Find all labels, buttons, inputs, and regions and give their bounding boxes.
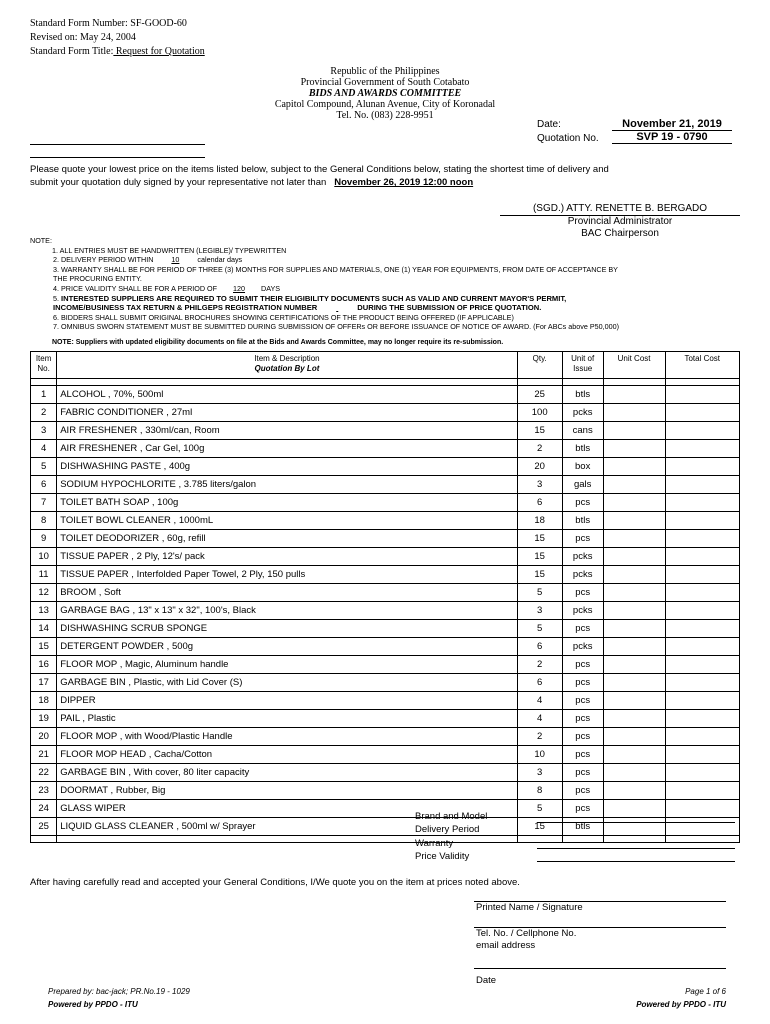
supplier-address-line[interactable] bbox=[30, 157, 205, 158]
form-number: Standard Form Number: SF-GOOD-60 bbox=[30, 18, 187, 29]
table-row bbox=[31, 800, 740, 818]
item-unit: pcs bbox=[562, 530, 603, 548]
item-number: 4 bbox=[31, 440, 57, 458]
item-qty: 3 bbox=[517, 764, 562, 782]
col-qty bbox=[517, 352, 562, 379]
item-description: BROOM , Soft bbox=[57, 584, 517, 602]
prepared-by: Prepared by: bac-jack; PR.No.19 - 1029 bbox=[48, 987, 190, 996]
item-rows bbox=[31, 386, 740, 843]
table-row bbox=[31, 818, 740, 836]
item-unit: pcks bbox=[562, 602, 603, 620]
warranty-label: Warranty bbox=[415, 837, 454, 849]
note-3 bbox=[30, 265, 750, 284]
item-qty: 25 bbox=[517, 386, 562, 404]
item-unit: btls bbox=[562, 440, 603, 458]
item-unit: pcs bbox=[562, 800, 603, 818]
form-title bbox=[30, 45, 205, 59]
item-number: 23 bbox=[31, 782, 57, 800]
table-row bbox=[31, 494, 740, 512]
submission-deadline: November 26, 2019 12:00 noon bbox=[334, 177, 474, 188]
item-unit-cost[interactable] bbox=[603, 548, 665, 566]
signatory-block bbox=[500, 203, 740, 240]
item-unit-cost[interactable] bbox=[603, 746, 665, 764]
item-total-cost[interactable] bbox=[665, 530, 740, 548]
note-4 bbox=[30, 284, 750, 294]
item-description: GARBAGE BIN , Plastic, with Lid Cover (S) bbox=[57, 674, 517, 692]
item-description: SODIUM HYPOCHLORITE , 3.785 liters/galon bbox=[57, 476, 517, 494]
item-unit-cost[interactable] bbox=[603, 512, 665, 530]
item-description: AIR FRESHENER , 330ml/can, Room bbox=[57, 422, 517, 440]
table-row bbox=[31, 530, 740, 548]
table-row bbox=[31, 656, 740, 674]
printed-name-label: Printed Name / Signature bbox=[476, 902, 583, 913]
item-qty: 6 bbox=[517, 674, 562, 692]
col-desc-sub: Quotation By Lot bbox=[254, 364, 320, 373]
note-3-line-2: THE PROCURING ENTITY. bbox=[53, 274, 142, 284]
brand-label: Brand and Model bbox=[415, 811, 488, 822]
item-number: 11 bbox=[31, 566, 57, 584]
item-number: 12 bbox=[31, 584, 57, 602]
signatory-title-2: BAC Chairperson bbox=[581, 228, 659, 239]
col-description bbox=[57, 352, 517, 379]
table-row bbox=[31, 422, 740, 440]
item-number: 19 bbox=[31, 710, 57, 728]
item-unit-cost[interactable] bbox=[603, 476, 665, 494]
item-number: 9 bbox=[31, 530, 57, 548]
item-unit-cost[interactable] bbox=[603, 782, 665, 800]
note-7: 7. OMNIBUS SWORN STATEMENT MUST BE SUBMITTED DURING SUBMISSION OF OFFERs OR BEFORE ISSUANCE OF NOTICE OF AWARD. (For ABCs above P50,000) bbox=[53, 322, 620, 332]
item-description: TISSUE PAPER , Interfolded Paper Towel, 2 Ply, 150 pulls bbox=[57, 566, 517, 584]
tel-label: Tel. No. / Cellphone No. bbox=[476, 928, 577, 939]
col-unit-sub: Issue bbox=[573, 364, 593, 373]
item-total-cost[interactable] bbox=[665, 476, 740, 494]
table-row bbox=[31, 746, 740, 764]
col-total-cost-label: Total Cost bbox=[684, 354, 721, 363]
item-description: GARBAGE BIN , With cover, 80 liter capacity bbox=[57, 764, 517, 782]
item-total-cost[interactable] bbox=[665, 566, 740, 584]
item-unit-cost[interactable] bbox=[603, 566, 665, 584]
item-qty: 15 bbox=[517, 548, 562, 566]
col-total-cost bbox=[665, 352, 740, 379]
item-unit: pcs bbox=[562, 656, 603, 674]
item-unit-cost[interactable] bbox=[603, 620, 665, 638]
item-number: 18 bbox=[31, 692, 57, 710]
table-header-row bbox=[31, 352, 740, 379]
table-row bbox=[31, 584, 740, 602]
item-unit: btls bbox=[562, 512, 603, 530]
col-unit-cost bbox=[603, 352, 665, 379]
agency-tel: Tel. No. (083) 228-9951 bbox=[336, 110, 434, 121]
item-unit-cost[interactable] bbox=[603, 584, 665, 602]
table-row bbox=[31, 404, 740, 422]
powered-by-left: Powered by PPDO - ITU bbox=[48, 1000, 138, 1009]
agency-line-2: Provincial Government of South Cotabato bbox=[300, 77, 470, 88]
item-total-cost[interactable] bbox=[665, 728, 740, 746]
validity-field[interactable] bbox=[537, 861, 735, 862]
item-total-cost[interactable] bbox=[665, 440, 740, 458]
item-total-cost[interactable] bbox=[665, 674, 740, 692]
item-description: TISSUE PAPER , 2 Ply, 12's/ pack bbox=[57, 548, 517, 566]
item-number: 2 bbox=[31, 404, 57, 422]
item-number: 5 bbox=[31, 458, 57, 476]
agency-line-1: Republic of the Philippines bbox=[330, 66, 440, 77]
form-title-value: Request for Quotation bbox=[113, 46, 205, 57]
item-unit-cost[interactable] bbox=[603, 764, 665, 782]
table-row bbox=[31, 548, 740, 566]
intro-line-1: Please quote your lowest price on the items listed below, subject to the General Conditions below, stating the shortest time of delivery and bbox=[30, 164, 609, 175]
table-row bbox=[31, 620, 740, 638]
signatory-title-1: Provincial Administrator bbox=[567, 216, 673, 227]
col-qty-label: Qty. bbox=[532, 354, 547, 363]
item-unit: pcs bbox=[562, 674, 603, 692]
note-5 bbox=[30, 294, 750, 313]
note-5-line-2-end: DURING THE SUBMISSION OF PRICE QUOTATION. bbox=[357, 303, 542, 313]
warranty-field[interactable] bbox=[537, 848, 735, 849]
item-number: 16 bbox=[31, 656, 57, 674]
item-description: ALCOHOL , 70%, 500ml bbox=[57, 386, 517, 404]
item-unit: pcs bbox=[562, 494, 603, 512]
item-unit-cost[interactable] bbox=[603, 656, 665, 674]
item-number: 3 bbox=[31, 422, 57, 440]
offer-details bbox=[415, 810, 487, 863]
email-label: email address bbox=[476, 940, 536, 951]
item-qty: 6 bbox=[517, 638, 562, 656]
item-total-cost[interactable] bbox=[665, 386, 740, 404]
table-row bbox=[31, 602, 740, 620]
item-qty: 5 bbox=[517, 800, 562, 818]
intro-line-2-text: submit your quotation duly signed by your representative not later than bbox=[30, 177, 327, 188]
item-total-cost[interactable] bbox=[665, 548, 740, 566]
item-unit: pcs bbox=[562, 746, 603, 764]
item-number: 7 bbox=[31, 494, 57, 512]
quotation-number-label: Quotation No. bbox=[537, 133, 599, 144]
item-qty: 15 bbox=[517, 422, 562, 440]
item-unit-cost[interactable] bbox=[603, 530, 665, 548]
delivery-days: 10 bbox=[171, 255, 180, 265]
item-number: 10 bbox=[31, 548, 57, 566]
item-number: 1 bbox=[31, 386, 57, 404]
item-total-cost[interactable] bbox=[665, 584, 740, 602]
item-total-cost[interactable] bbox=[665, 422, 740, 440]
item-unit: pcs bbox=[562, 710, 603, 728]
note-6: 6. BIDDERS SHALL SUBMIT ORIGINAL BROCHURES SHOWING CERTIFICATIONS OF THE PRODUCT BEING OFFERED (IF APPLICABLE) bbox=[53, 312, 514, 322]
date-sign-label: Date bbox=[476, 975, 497, 986]
item-number: 25 bbox=[31, 818, 57, 836]
note-2-unit: calendar days bbox=[197, 255, 243, 265]
item-number: 8 bbox=[31, 512, 57, 530]
item-description: LIQUID GLASS CLEANER , 500ml w/ Sprayer bbox=[57, 818, 517, 836]
items-table bbox=[30, 351, 740, 843]
item-description: DISHWASHING SCRUB SPONGE bbox=[57, 620, 517, 638]
item-number: 17 bbox=[31, 674, 57, 692]
item-unit: box bbox=[562, 458, 603, 476]
item-qty: 3 bbox=[517, 476, 562, 494]
item-total-cost[interactable] bbox=[665, 620, 740, 638]
item-total-cost[interactable] bbox=[665, 782, 740, 800]
col-item-no-label: No. bbox=[37, 364, 50, 373]
item-unit-cost[interactable] bbox=[603, 404, 665, 422]
col-desc-label: Item & Description bbox=[254, 354, 320, 363]
item-description: DETERGENT POWDER , 500g bbox=[57, 638, 517, 656]
item-qty: 15 bbox=[517, 566, 562, 584]
item-unit: btls bbox=[562, 818, 603, 836]
item-qty: 15 bbox=[517, 530, 562, 548]
note-5-number: 5. bbox=[53, 293, 59, 303]
header-spacer-row bbox=[31, 379, 740, 386]
item-total-cost[interactable] bbox=[665, 512, 740, 530]
item-unit: pcs bbox=[562, 584, 603, 602]
table-row bbox=[31, 782, 740, 800]
item-description: TOILET BATH SOAP , 100g bbox=[57, 494, 517, 512]
item-unit-cost[interactable] bbox=[603, 710, 665, 728]
supplier-name-line[interactable] bbox=[30, 144, 205, 145]
item-total-cost[interactable] bbox=[665, 746, 740, 764]
note-5-line-2: INCOME/BUSINESS TAX RETURN & PHILGEPS REGISTRATION NUMBER bbox=[53, 303, 318, 313]
item-total-cost[interactable] bbox=[665, 710, 740, 728]
item-unit: pcs bbox=[562, 620, 603, 638]
table-row bbox=[31, 728, 740, 746]
item-qty: 20 bbox=[517, 458, 562, 476]
item-qty: 5 bbox=[517, 584, 562, 602]
table-row bbox=[31, 476, 740, 494]
item-unit-cost[interactable] bbox=[603, 800, 665, 818]
item-description: TOILET DEODORIZER , 60g, refill bbox=[57, 530, 517, 548]
table-row bbox=[31, 512, 740, 530]
brand-field[interactable] bbox=[537, 822, 735, 823]
note-1: 1. ALL ENTRIES MUST BE HANDWRITTEN (LEGIBLE)/ TYPEWRITTEN bbox=[52, 245, 287, 255]
date-value: November 21, 2019 bbox=[612, 118, 732, 131]
agency-bac: BIDS AND AWARDS COMMITTEE bbox=[308, 88, 462, 99]
item-number: 20 bbox=[31, 728, 57, 746]
eligibility-note: NOTE: Suppliers with updated eligibility documents on file at the Bids and Awards Committee, may no longer require its re-submission. bbox=[52, 339, 504, 346]
validity-label: Price Validity bbox=[415, 850, 470, 862]
philgeps-blank bbox=[319, 303, 355, 313]
quotation-number-value: SVP 19 - 0790 bbox=[612, 131, 732, 144]
item-unit-cost[interactable] bbox=[603, 692, 665, 710]
item-description: DIPPER bbox=[57, 692, 517, 710]
item-unit-cost[interactable] bbox=[603, 458, 665, 476]
table-end-row bbox=[31, 836, 740, 843]
item-total-cost[interactable] bbox=[665, 638, 740, 656]
agency-header bbox=[0, 66, 770, 121]
table-row bbox=[31, 440, 740, 458]
date-label: Date: bbox=[537, 119, 561, 130]
item-description: GLASS WIPER bbox=[57, 800, 517, 818]
item-number: 22 bbox=[31, 764, 57, 782]
item-number: 21 bbox=[31, 746, 57, 764]
col-unit bbox=[562, 352, 603, 379]
quotation-labels bbox=[537, 118, 599, 146]
item-unit-cost[interactable] bbox=[603, 440, 665, 458]
agency-address: Capitol Compound, Alunan Avenue, City of Koronadal bbox=[274, 99, 496, 110]
item-unit: pcs bbox=[562, 692, 603, 710]
item-qty: 5 bbox=[517, 620, 562, 638]
item-total-cost[interactable] bbox=[665, 656, 740, 674]
item-unit-cost[interactable] bbox=[603, 422, 665, 440]
item-description: FLOOR MOP HEAD , Cacha/Cotton bbox=[57, 746, 517, 764]
intro-line-2 bbox=[30, 176, 750, 189]
item-number: 13 bbox=[31, 602, 57, 620]
item-total-cost[interactable] bbox=[665, 818, 740, 836]
item-number: 14 bbox=[31, 620, 57, 638]
item-unit: pcks bbox=[562, 566, 603, 584]
item-description: DOORMAT , Rubber, Big bbox=[57, 782, 517, 800]
item-qty: 6 bbox=[517, 494, 562, 512]
item-unit-cost[interactable] bbox=[603, 494, 665, 512]
item-description: FLOOR MOP , Magic, Aluminum handle bbox=[57, 656, 517, 674]
item-unit-cost[interactable] bbox=[603, 638, 665, 656]
item-qty: 4 bbox=[517, 710, 562, 728]
item-description: PAIL , Plastic bbox=[57, 710, 517, 728]
item-description: TOILET BOWL CLEANER , 1000mL bbox=[57, 512, 517, 530]
item-unit: pcks bbox=[562, 548, 603, 566]
note-4-unit: DAYS bbox=[261, 283, 281, 293]
signatory-name: (SGD.) ATTY. RENETTE B. BERGADO bbox=[500, 203, 740, 216]
quotation-values bbox=[612, 118, 732, 144]
table-row bbox=[31, 710, 740, 728]
form-revised: Revised on: May 24, 2004 bbox=[30, 32, 136, 43]
note-2 bbox=[30, 255, 750, 265]
item-total-cost[interactable] bbox=[665, 764, 740, 782]
item-total-cost[interactable] bbox=[665, 494, 740, 512]
delivery-field[interactable] bbox=[537, 835, 735, 836]
item-unit-cost[interactable] bbox=[603, 728, 665, 746]
date-field[interactable] bbox=[474, 968, 726, 969]
item-description: AIR FRESHENER , Car Gel, 100g bbox=[57, 440, 517, 458]
col-item-no bbox=[31, 352, 57, 379]
item-unit-cost[interactable] bbox=[603, 674, 665, 692]
item-unit-cost[interactable] bbox=[603, 602, 665, 620]
note-3-line-1: 3. WARRANTY SHALL BE FOR PERIOD OF THREE (3) MONTHS FOR SUPPLIES AND MATERIALS, ONE (1) YEAR FOR EQUIPMENTS, FROM DATE OF ACCEPTANCE BY bbox=[53, 264, 618, 274]
item-unit: pcs bbox=[562, 782, 603, 800]
form-header bbox=[30, 17, 205, 59]
item-qty: 4 bbox=[517, 692, 562, 710]
table-row bbox=[31, 674, 740, 692]
item-qty: 8 bbox=[517, 782, 562, 800]
item-unit: pcs bbox=[562, 728, 603, 746]
item-description: FLOOR MOP , with Wood/Plastic Handle bbox=[57, 728, 517, 746]
item-unit: pcks bbox=[562, 404, 603, 422]
table-row bbox=[31, 458, 740, 476]
table-row bbox=[31, 638, 740, 656]
item-total-cost[interactable] bbox=[665, 602, 740, 620]
notes-heading: NOTE: bbox=[30, 236, 52, 245]
note-2-text: 2. DELIVERY PERIOD WITHIN bbox=[53, 255, 154, 265]
note-4-text: 4. PRICE VALIDITY SHALL BE FOR A PERIOD OF bbox=[53, 283, 218, 293]
price-validity-days: 120 bbox=[233, 283, 246, 293]
table-row bbox=[31, 386, 740, 404]
item-unit: pcs bbox=[562, 764, 603, 782]
item-qty: 3 bbox=[517, 602, 562, 620]
page-number: Page 1 of 6 bbox=[685, 987, 726, 996]
item-number: 6 bbox=[31, 476, 57, 494]
item-description: GARBAGE BAG , 13" x 13" x 32", 100's, Black bbox=[57, 602, 517, 620]
item-qty: 18 bbox=[517, 512, 562, 530]
col-unit-cost-label: Unit Cost bbox=[617, 354, 651, 363]
item-description: DISHWASHING PASTE , 400g bbox=[57, 458, 517, 476]
item-total-cost[interactable] bbox=[665, 404, 740, 422]
item-qty: 100 bbox=[517, 404, 562, 422]
table-row bbox=[31, 692, 740, 710]
col-item-label: Item bbox=[35, 354, 52, 363]
table-row bbox=[31, 566, 740, 584]
item-unit-cost[interactable] bbox=[603, 818, 665, 836]
item-total-cost[interactable] bbox=[665, 692, 740, 710]
item-unit-cost[interactable] bbox=[603, 386, 665, 404]
item-unit: pcks bbox=[562, 638, 603, 656]
item-qty: 10 bbox=[517, 746, 562, 764]
delivery-label: Delivery Period bbox=[415, 824, 480, 836]
item-unit: cans bbox=[562, 422, 603, 440]
item-qty: 2 bbox=[517, 440, 562, 458]
acceptance-text: After having carefully read and accepted your General Conditions, I/We quote you on the item at prices noted above. bbox=[30, 877, 520, 888]
item-qty: 2 bbox=[517, 656, 562, 674]
item-number: 15 bbox=[31, 638, 57, 656]
form-title-label: Standard Form Title: bbox=[30, 46, 114, 57]
note-5-line-1: INTERESTED SUPPLIERS ARE REQUIRED TO SUBMIT THEIR ELIGIBILITY DOCUMENTS SUCH AS VALID AND CURRENT MAYOR'S PERMIT, bbox=[61, 293, 567, 303]
notes-block bbox=[30, 236, 750, 332]
item-total-cost[interactable] bbox=[665, 800, 740, 818]
item-qty: 2 bbox=[517, 728, 562, 746]
item-total-cost[interactable] bbox=[665, 458, 740, 476]
item-description: FABRIC CONDITIONER , 27ml bbox=[57, 404, 517, 422]
item-qty: 15 bbox=[517, 818, 562, 836]
item-unit: gals bbox=[562, 476, 603, 494]
col-unit-label: Unit of bbox=[571, 354, 595, 363]
item-unit: btls bbox=[562, 386, 603, 404]
item-number: 24 bbox=[31, 800, 57, 818]
intro-text bbox=[30, 163, 750, 189]
table-row bbox=[31, 764, 740, 782]
powered-by-right: Powered by PPDO - ITU bbox=[636, 1000, 726, 1009]
